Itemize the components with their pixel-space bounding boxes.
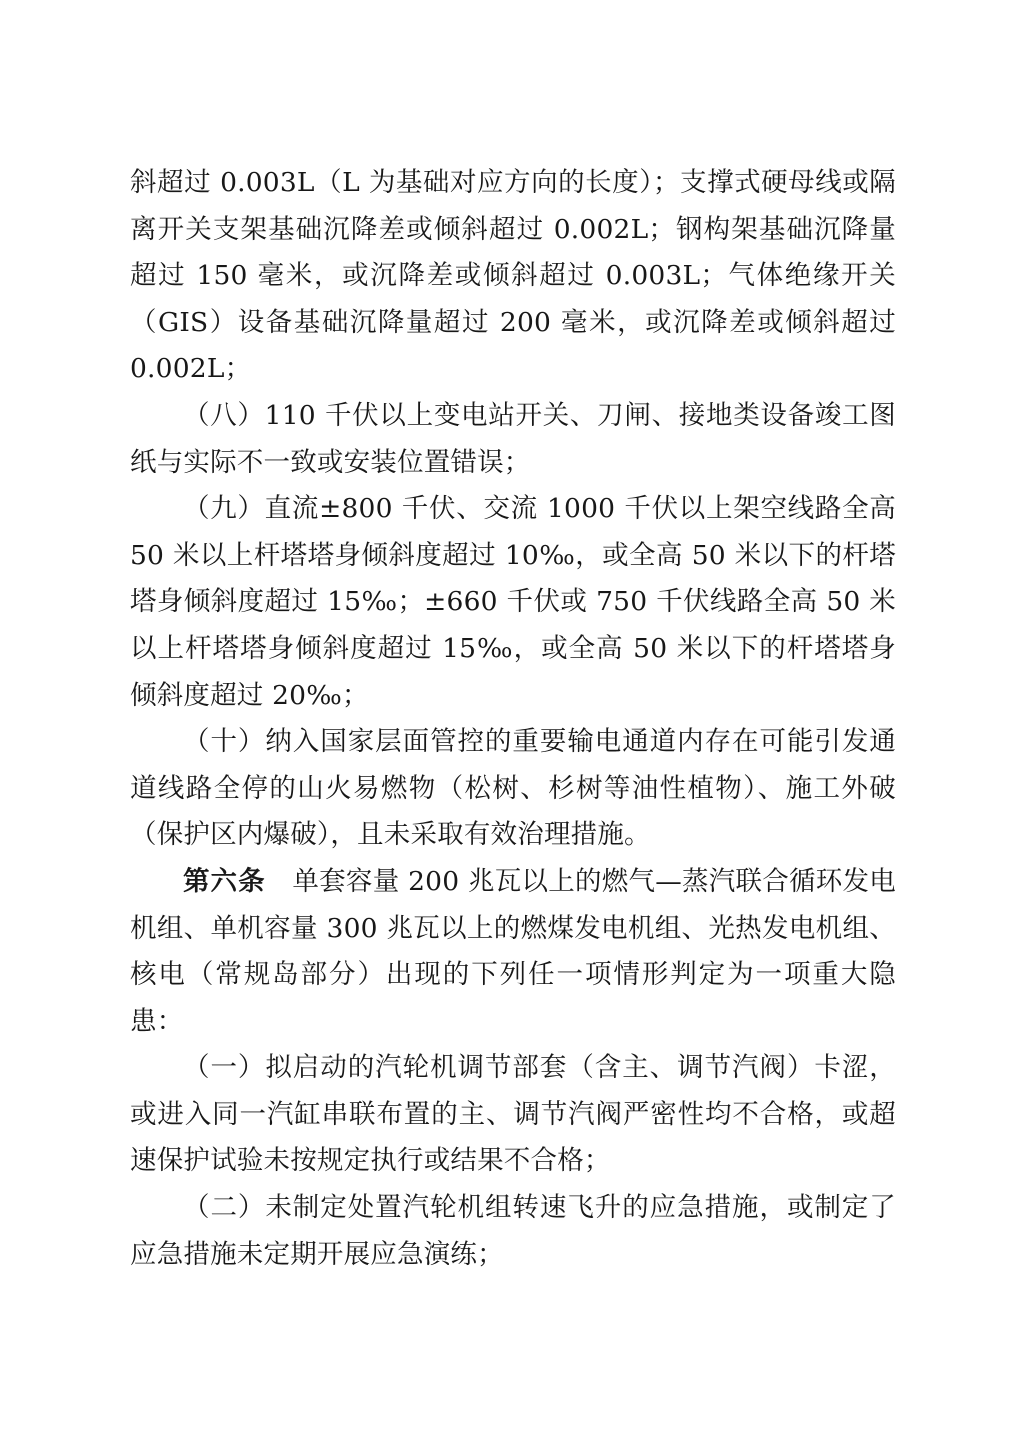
article-six-text: 单套容量 200 兆瓦以上的燃气—蒸汽联合循环发电机组、单机容量 300 兆瓦以上的燃煤发电机组、光热发电机组、核电（常规岛部分）出现的下列任一项情形判定为一项重大隐患： xyxy=(130,865,896,1037)
paragraph-continuation-item-seven: 斜超过 0.003L（L 为基础对应方向的长度）；支撑式硬母线或隔离开关支架基础沉降差或倾斜超过 0.002L；钢构架基础沉降量超过 150 毫米，或沉降差或倾斜超过 0.003L；气体绝缘开关（GIS）设备基础沉降量超过 200 毫米，或沉降差或倾斜超过 0.002L； xyxy=(130,167,905,385)
paragraph-item-eight: （八）110 千伏以上变电站开关、刀闸、接地类设备竣工图纸与实际不一致或安装位置错误； xyxy=(130,399,896,478)
paragraph-article-six-item-one: （一）拟启动的汽轮机调节部套（含主、调节汽阀）卡涩，或进入同一汽缸串联布置的主、调节汽阀严密性均不合格，或超速保护试验未按规定执行或结果不合格； xyxy=(130,1052,896,1177)
paragraph-item-nine: （九）直流±800 千伏、交流 1000 千伏以上架空线路全高 50 米以上杆塔塔身倾斜度超过 10‰，或全高 50 米以下的杆塔塔身倾斜度超过 15‰；±660 千伏或 750 千伏线路全高 50 米以上杆塔塔身倾斜度超过 15‰，或全高 50 米以下的杆塔塔身倾斜度超过 20‰； xyxy=(130,493,905,711)
paragraph-item-ten: （十）纳入国家层面管控的重要输电通道内存在可能引发通道线路全停的山火易燃物（松树、杉树等油性植物）、施工外破（保护区内爆破），且未采取有效治理措施。 xyxy=(130,726,896,851)
paragraph-article-six xyxy=(130,859,896,1045)
paragraph-article-six-item-two: （二）未制定处置汽轮机组转速飞升的应急措施，或制定了应急措施未定期开展应急演练； xyxy=(130,1192,896,1270)
article-six-label: 第六条 xyxy=(183,865,266,897)
document-text-column xyxy=(130,160,905,1278)
